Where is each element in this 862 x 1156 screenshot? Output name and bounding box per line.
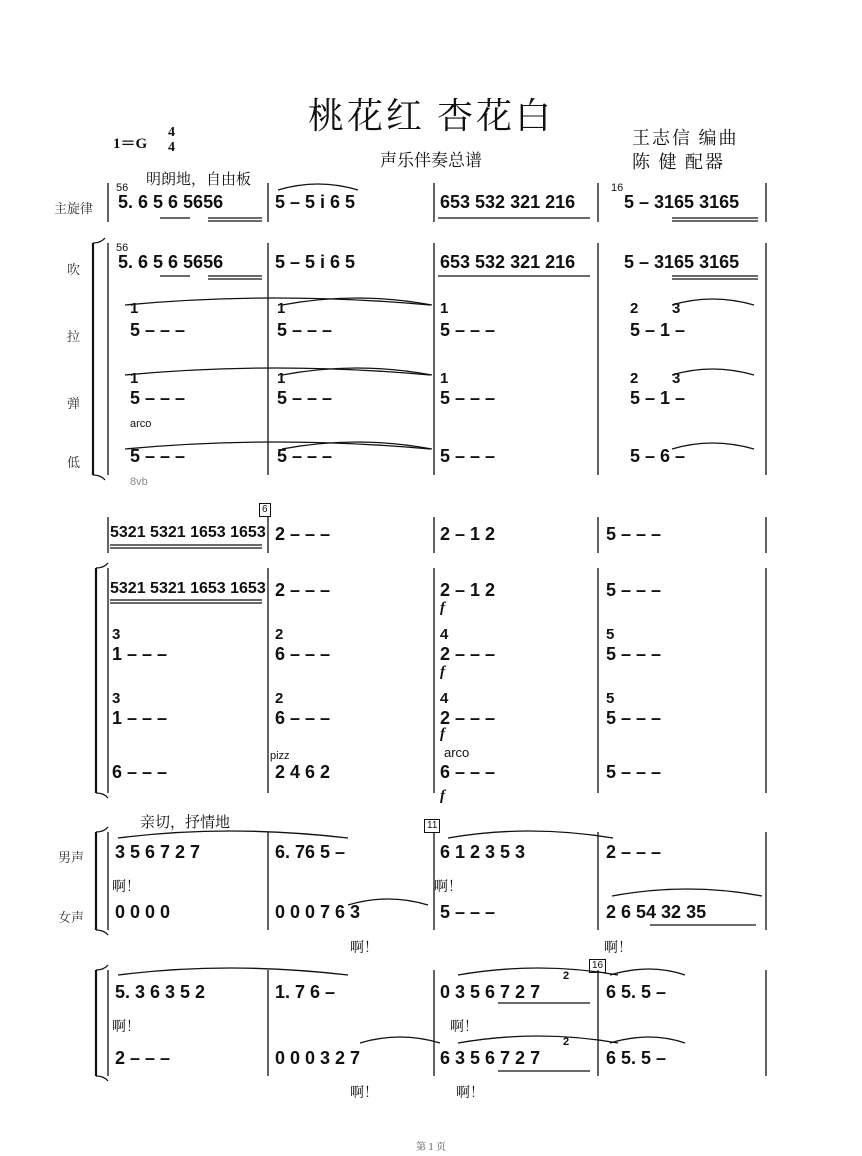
plucked-upper-note: 1 (440, 370, 449, 387)
plucked-measure: 5 – – – (277, 388, 333, 408)
melody-measure: 5 – – – (606, 524, 662, 544)
melody-measure: 5. 6 5 6 5656 (118, 192, 224, 212)
wind-measure: 5 – 3165 3165 (624, 252, 740, 272)
wind-measure: 5 – – – (606, 580, 662, 600)
male-voice-measure: 5. 3 6 3 5 2 (115, 982, 206, 1002)
dynamic-forte: f (440, 664, 445, 680)
label-female-voice: 女声 (58, 910, 85, 925)
bass-measure: 5 – – – (606, 762, 662, 782)
key-signature: 1＝G (113, 136, 148, 152)
bass-measure: 5 – – – (130, 446, 186, 466)
orchestrator-credit: 陈 健 配器 (632, 152, 725, 172)
wind-measure: 653 532 321 216 (440, 252, 576, 272)
arco-mark: arco (444, 745, 470, 760)
dynamic-forte: f (440, 600, 445, 616)
bass-measure: 6 – – – (112, 762, 168, 782)
plucked-upper-note: 5 (606, 690, 615, 707)
bass-measure: 6 – – – (440, 762, 496, 782)
plucked-upper-note: 1 (130, 370, 139, 387)
dynamic-forte: f (440, 788, 445, 804)
label-plucked: 弹 (67, 396, 81, 411)
wind-measure: 2 – – – (275, 580, 331, 600)
bass-measure: 5 – – – (440, 446, 496, 466)
female-voice-measure: 2 – – – (115, 1048, 171, 1068)
tempo-mark-intro: 明朗地，自由板 (146, 172, 252, 188)
label-melody: 主旋律 (54, 201, 94, 216)
plucked-measure: 2 – – – (440, 708, 496, 728)
melody-measure: 5321 5321 1653 1653 (110, 524, 266, 541)
bowed-measure: 1 – – – (112, 644, 168, 664)
bass-measure: 2 4 6 2 (275, 762, 331, 782)
female-voice-measure: 5 – – – (440, 902, 496, 922)
bowed-upper-note: 2 (630, 300, 639, 317)
time-signature-bottom: 4 (168, 140, 175, 155)
label-wind: 吹 (67, 262, 81, 277)
label-male-voice: 男声 (58, 850, 85, 865)
male-voice-measure: 6. 76 5 – (275, 842, 346, 862)
time-signature-top: 4 (168, 125, 175, 140)
grace-note: 16 (611, 182, 624, 194)
female-voice-measure: 0 0 0 0 (115, 902, 171, 922)
octave-mark: 8vb (130, 476, 148, 488)
melody-measure: 2 – – – (275, 524, 331, 544)
bowed-upper-note: 1 (277, 300, 286, 317)
bowed-upper-note: 3 (112, 626, 121, 643)
male-voice-measure: 1. 7 6 – (275, 982, 336, 1002)
plucked-upper-note: 1 (277, 370, 286, 387)
female-voice-measure: 6 5. 5 – (606, 1048, 667, 1068)
page-subtitle: 声乐伴奏总谱 (380, 151, 482, 170)
male-voice-measure: 2 – – – (606, 842, 662, 862)
wind-measure: 5 – 5 i 6 5 (275, 252, 356, 272)
pizz-mark: pizz (270, 750, 290, 762)
lyric: 啊！ (112, 880, 140, 895)
bowed-measure: 5 – – – (606, 644, 662, 664)
female-voice-measure: 0 0 0 7 6 3 (275, 902, 361, 922)
lyric: 啊！ (350, 1086, 378, 1101)
female-voice-measure: 0 0 0 3 2 7 (275, 1048, 361, 1068)
bowed-measure: 5 – 1 – (630, 320, 686, 340)
page-number: 第 1 页 (416, 1142, 446, 1153)
wind-measure: 5321 5321 1653 1653 (110, 580, 266, 597)
rehearsal-mark: 6 (259, 503, 271, 517)
page-title: 桃花红 杏花白 (307, 96, 554, 136)
bowed-measure: 5 – – – (130, 320, 186, 340)
bowed-upper-note: 5 (606, 626, 615, 643)
bowed-upper-note: 1 (130, 300, 139, 317)
bass-measure: 5 – 6 – (630, 446, 686, 466)
female-voice-measure: 2 6 54 32 35 (606, 902, 707, 922)
bowed-upper-note: 1 (440, 300, 449, 317)
arco-mark: arco (130, 418, 152, 430)
grace-note: 2 (563, 1036, 570, 1048)
lyric: 啊！ (604, 941, 632, 956)
plucked-upper-note: 4 (440, 690, 449, 707)
bowed-upper-note: 3 (672, 300, 681, 317)
lyric: 啊！ (450, 1020, 478, 1035)
bowed-measure: 2 – – – (440, 644, 496, 664)
tempo-mark-vocal: 亲切，抒情地 (140, 815, 231, 831)
melody-measure: 5 – 3165 3165 (624, 192, 740, 212)
plucked-measure: 6 – – – (275, 708, 331, 728)
wind-measure: 2 – 1 2 (440, 580, 496, 600)
plucked-upper-note: 2 (275, 690, 284, 707)
lyric: 啊！ (350, 941, 378, 956)
melody-measure: 2 – 1 2 (440, 524, 496, 544)
female-voice-measure: 6 3 5 6 7 2 7 (440, 1048, 541, 1068)
bowed-measure: 5 – – – (440, 320, 496, 340)
male-voice-measure: 0 3 5 6 7 2 7 (440, 982, 541, 1002)
rehearsal-mark: 11 (424, 819, 440, 833)
melody-measure: 653 532 321 216 (440, 192, 576, 212)
dynamic-forte: f (440, 726, 445, 742)
male-voice-measure: 3 5 6 7 2 7 (115, 842, 201, 862)
male-voice-measure: 6 5. 5 – (606, 982, 667, 1002)
arranger-credit: 王志信 编曲 (632, 128, 739, 148)
plucked-measure: 5 – – – (130, 388, 186, 408)
lyric: 啊！ (434, 880, 462, 895)
bowed-upper-note: 4 (440, 626, 449, 643)
grace-note: 2 (563, 970, 570, 982)
label-bowed: 拉 (67, 329, 81, 344)
bass-measure: 5 – – – (277, 446, 333, 466)
grace-note: 56 (116, 182, 129, 194)
grace-note: 56 (116, 242, 129, 254)
label-bass: 低 (67, 455, 81, 470)
wind-measure: 5. 6 5 6 5656 (118, 252, 224, 272)
rehearsal-mark: 16 (589, 959, 606, 973)
bowed-upper-note: 2 (275, 626, 284, 643)
plucked-upper-note: 2 (630, 370, 639, 387)
male-voice-measure: 6 1 2 3 5 3 (440, 842, 526, 862)
lyric: 啊！ (456, 1086, 484, 1101)
plucked-measure: 5 – – – (606, 708, 662, 728)
plucked-measure: 1 – – – (112, 708, 168, 728)
lyric: 啊！ (112, 1020, 140, 1035)
plucked-measure: 5 – – – (440, 388, 496, 408)
plucked-upper-note: 3 (672, 370, 681, 387)
melody-measure: 5 – 5 i 6 5 (275, 192, 356, 212)
bowed-measure: 6 – – – (275, 644, 331, 664)
bowed-measure: 5 – – – (277, 320, 333, 340)
plucked-measure: 5 – 1 – (630, 388, 686, 408)
plucked-upper-note: 3 (112, 690, 121, 707)
